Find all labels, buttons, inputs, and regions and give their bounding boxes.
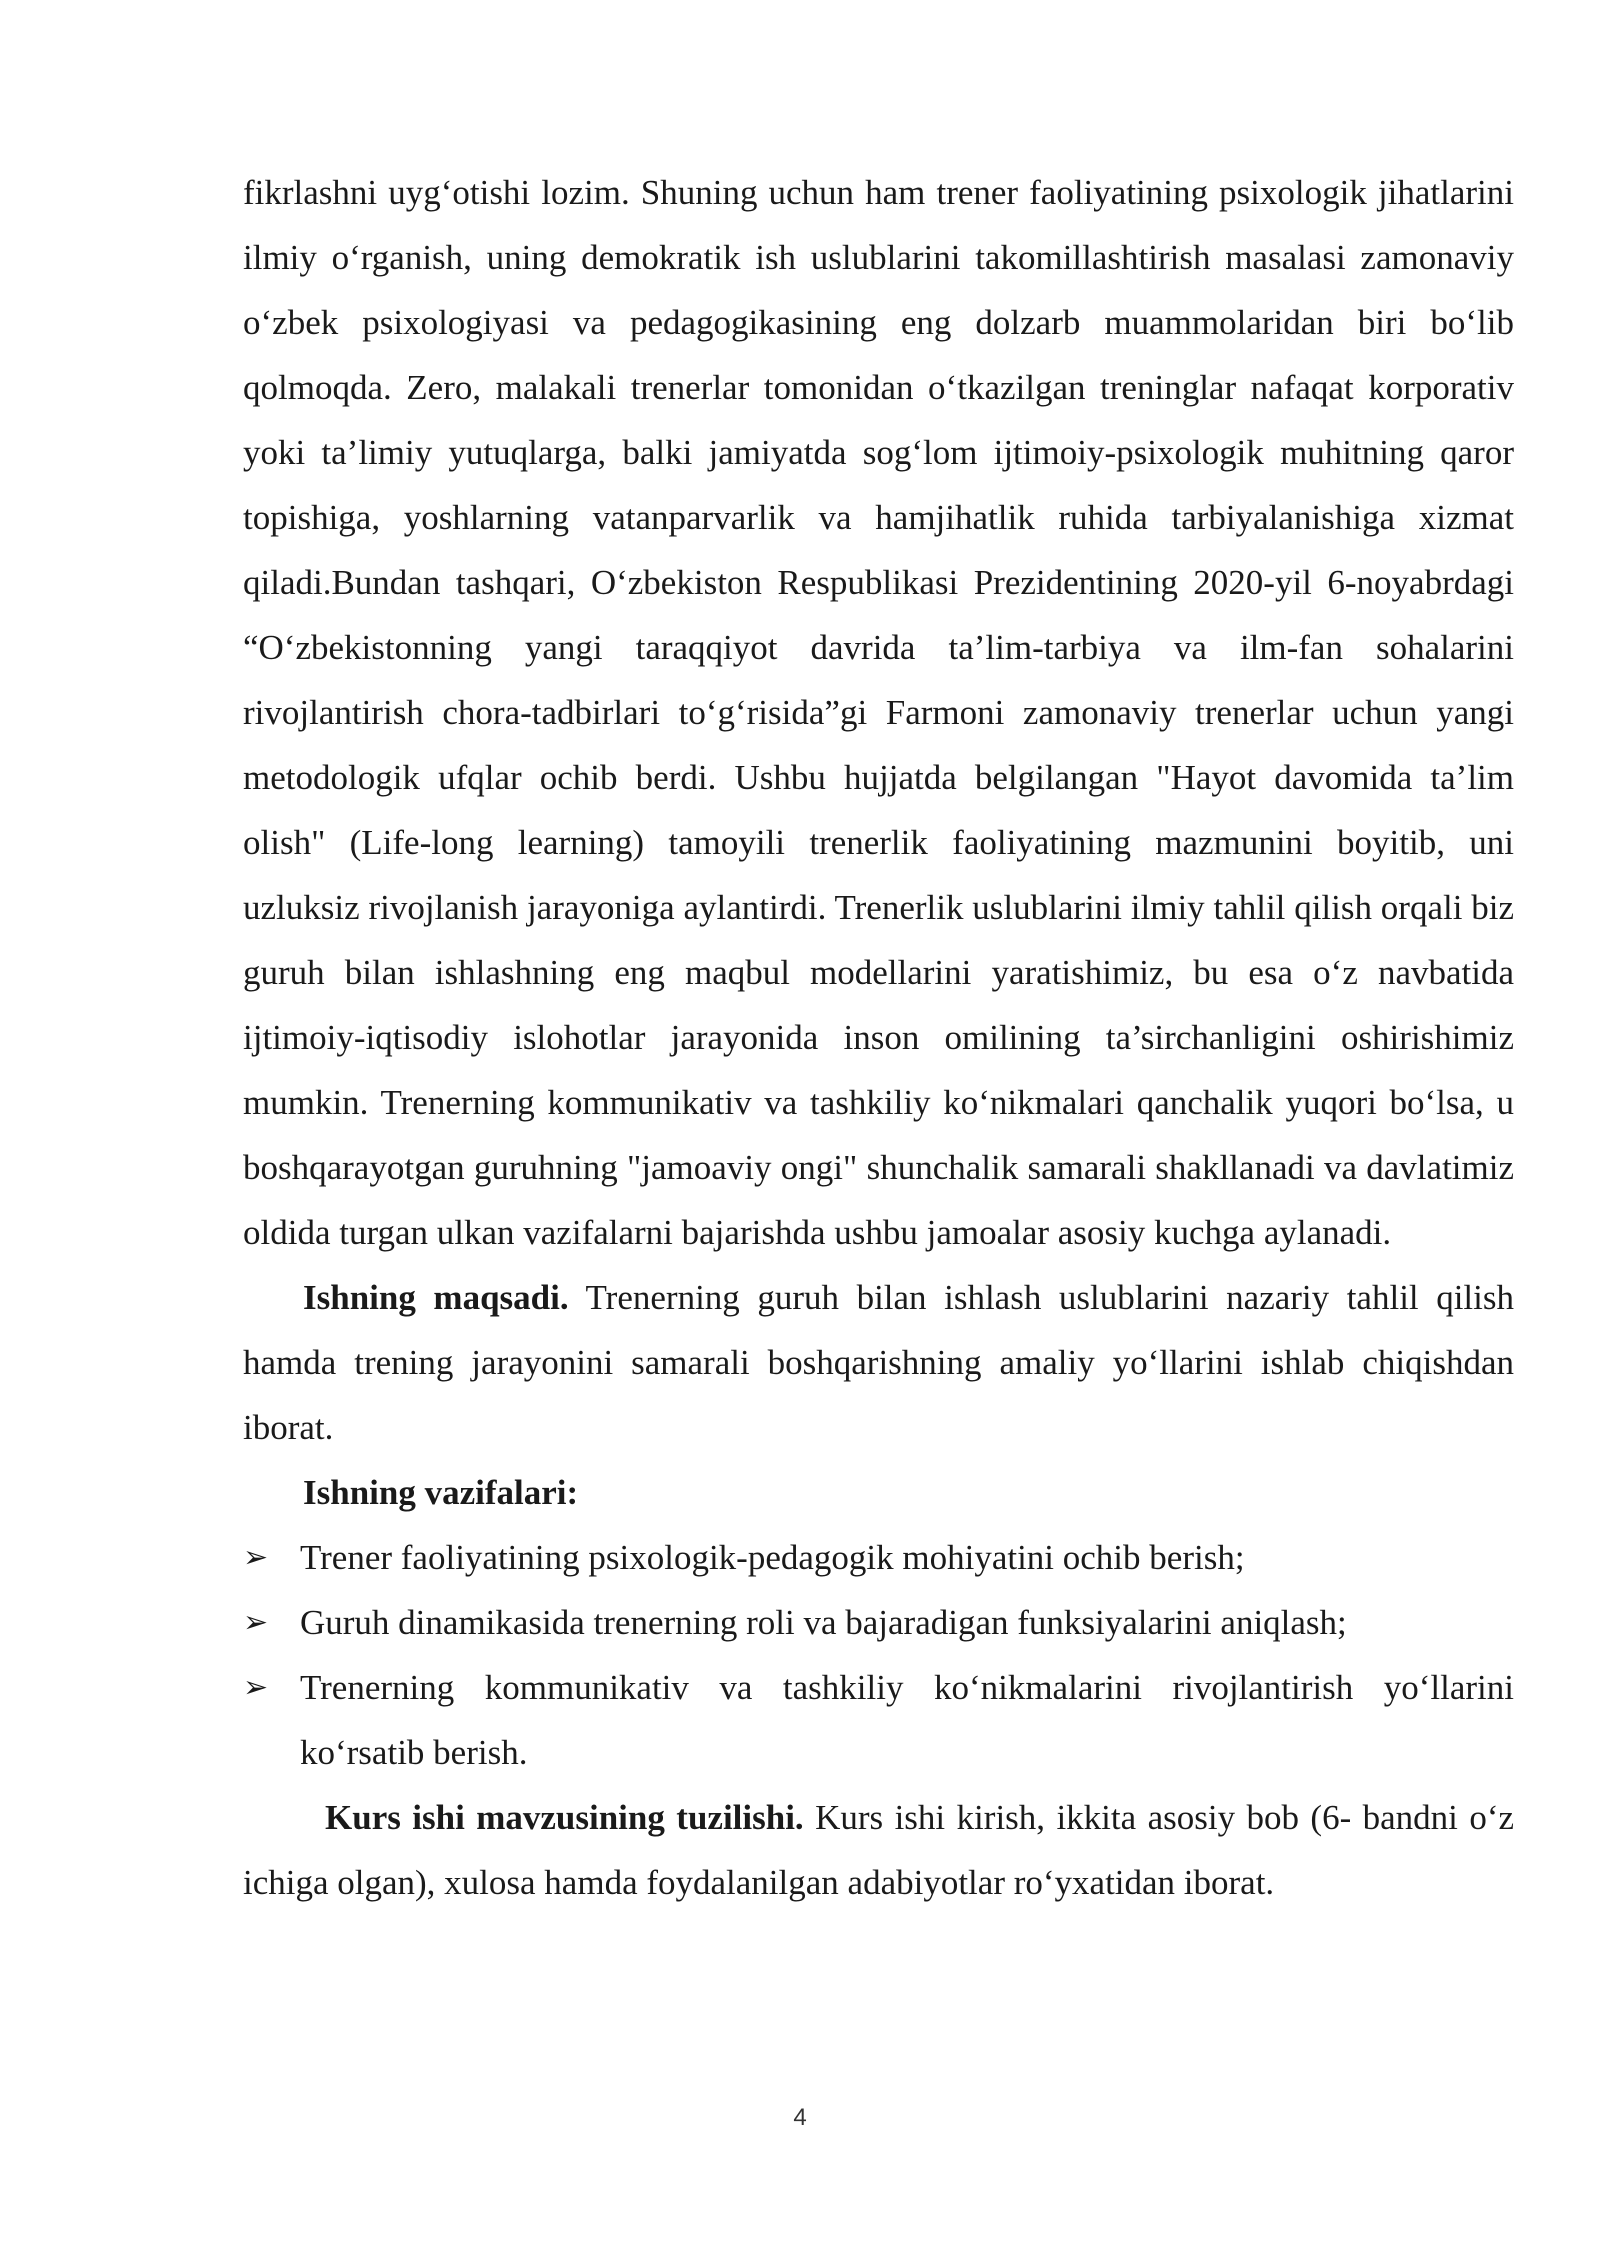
page-content (243, 160, 1514, 1915)
arrow-bullet-icon: ➢ (243, 1540, 269, 1575)
list-item (243, 1655, 1514, 1785)
tasks-list (243, 1525, 1514, 1785)
goal-heading: Ishning maqsadi. (303, 1278, 569, 1317)
goal-text: Trenerning guruh bilan ishlash uslublarini nazariy tahlil qilish hamda trening jarayonini samarali boshqarishning amaliy yo‘llarini ishlab chiqishdan iborat. (243, 1278, 1514, 1447)
body-paragraph-intro: fikrlashni uyg‘otishi lozim. Shuning uchun ham trener faoliyatining psixologik jihatlarini ilmiy o‘rganish, uning demokratik ish uslublarini takomillashtirish masalasi zamonaviy o‘zbek psixologiyasi va pedagogikasining eng dolzarb muammolaridan biri bo‘lib qolmoqda. Zero, malakali trenerlar tomonidan o‘tkazilgan treninglar nafaqat korporativ yoki ta’limiy yutuqlarga, balki jamiyatda sog‘lom ijtimoiy-psixologik muhitning qaror topishiga, yoshlarning vatanparvarlik va hamjihatlik ruhida tarbiyalanishiga xizmat qiladi.Bundan tashqari, O‘zbekiston Respublikasi Prezidentining 2020-yil 6-noyabrdagi “O‘zbekistonning yangi taraqqiyot davrida ta’lim-tarbiya va ilm-fan sohalarini rivojlantirish chora-tadbirlari to‘g‘risida”gi Farmoni zamonaviy trenerlar uchun yangi metodologik ufqlar ochib berdi. Ushbu hujjatda belgilangan "Hayot davomida ta’lim olish" (Life-long learning) tamoyili trenerlik faoliyatining mazmunini boyitib, uni uzluksiz rivojlanish jarayoniga aylantirdi. Trenerlik uslublarini ilmiy tahlil qilish orqali biz guruh bilan ishlashning eng maqbul modellarini yaratishimiz, bu esa o‘z navbatida ijtimoiy-iqtisodiy islohotlar jarayonida inson omilining ta’sirchanligini oshirishimiz mumkin. Trenerning kommunikativ va tashkiliy ko‘nikmalari qanchalik yuqori bo‘lsa, u boshqarayotgan guruhning "jamoaviy ongi" shunchalik samarali shakllanadi va davlatimiz oldida turgan ulkan vazifalarni bajarishda ushbu jamoalar asosiy kuchga aylanadi. (243, 173, 1514, 1252)
task-text: Trener faoliyatining psixologik-pedagogik mohiyatini ochib berish; (300, 1538, 1245, 1577)
structure-heading: Kurs ishi mavzusining tuzilishi. (325, 1798, 804, 1837)
task-text: Trenerning kommunikativ va tashkiliy ko‘nikmalarini rivojlantirish yo‘llarini ko‘rsatib berish. (300, 1668, 1514, 1772)
page-number: 4 (793, 2104, 807, 2131)
structure-paragraph (243, 1785, 1514, 1915)
arrow-bullet-icon: ➢ (243, 1605, 269, 1640)
list-item (243, 1525, 1514, 1590)
list-item (243, 1590, 1514, 1655)
task-text: Guruh dinamikasida trenerning roli va bajaradigan funksiyalarini aniqlash; (300, 1603, 1347, 1642)
tasks-heading: Ishning vazifalari: (303, 1473, 579, 1512)
goal-paragraph (243, 1265, 1514, 1460)
arrow-bullet-icon: ➢ (243, 1670, 269, 1705)
structure-text: Kurs ishi kirish, ikkita asosiy bob (6- bandni o‘z ichiga olgan), xulosa hamda foydalanilgan adabiyotlar ro‘yxatidan iborat. (243, 1798, 1515, 1902)
